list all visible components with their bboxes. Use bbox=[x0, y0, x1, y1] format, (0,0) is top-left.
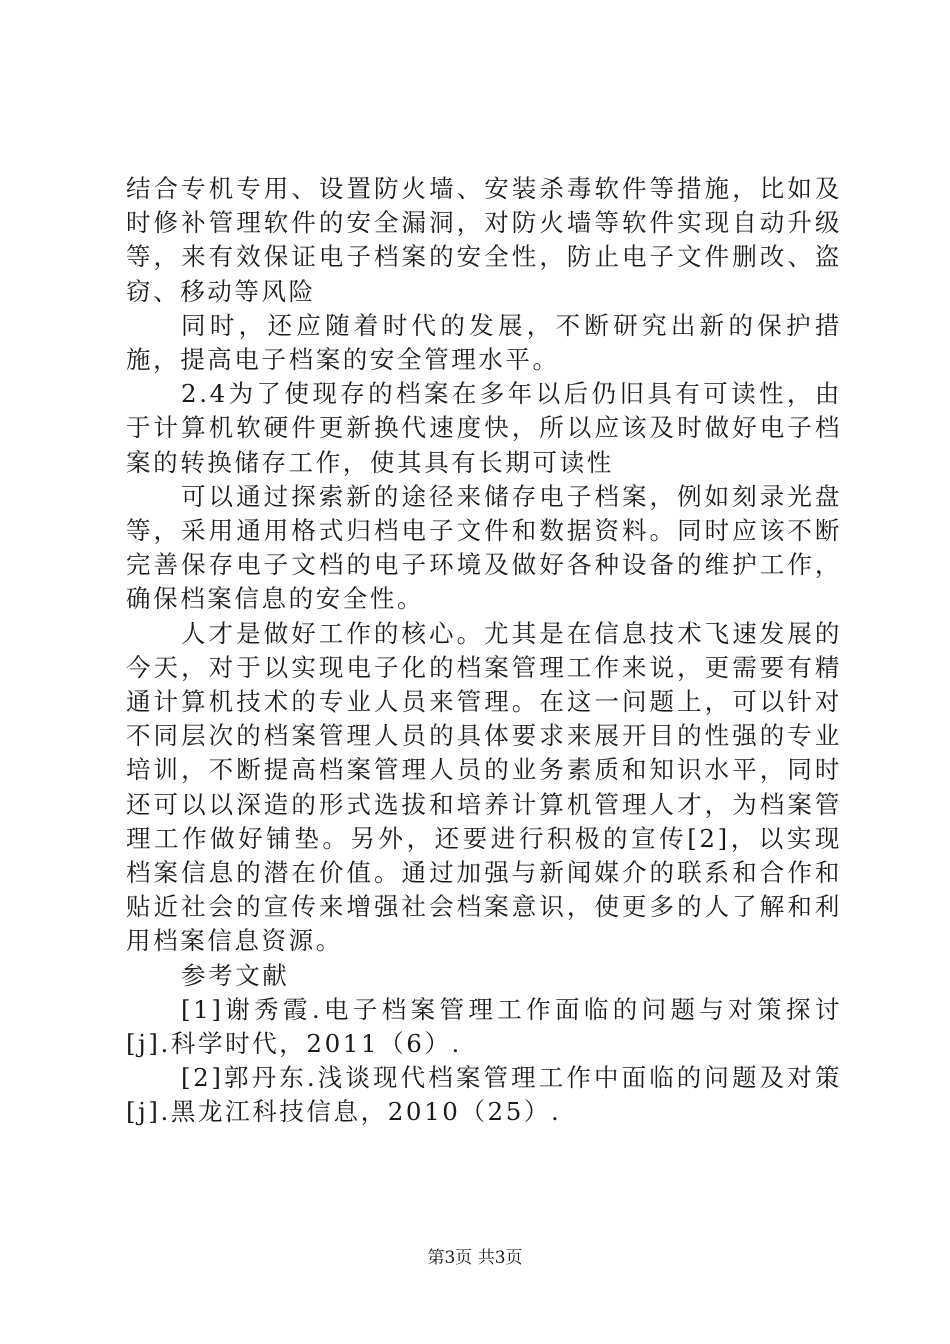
page-number-footer: 第3页 共3页 bbox=[427, 1248, 523, 1268]
document-body bbox=[126, 172, 842, 1130]
paragraph: 人才是做好工作的核心。尤其是在信息技术飞速发展的今天，对于以实现电子化的档案管理工作来说，更需要有精通计算机技术的专业人员来管理。在这一问题上，可以针对不同层次的档案管理人员的具体要求来展开目的性强的专业培训，不断提高档案管理人员的业务素质和知识水平，同时还可以以深造的形式选拔和培养计算机管理人才，为档案管理工作做好铺垫。另外，还要进行积极的宣传[2]，以实现档案信息的潜在价值。通过加强与新闻媒介的联系和合作和贴近社会的宣传来增强社会档案意识，使更多的人了解和利用档案信息资源。 bbox=[126, 618, 842, 956]
paragraph: 可以通过探索新的途径来储存电子档案，例如刻录光盘等，采用通用格式归档电子文件和数据资料。同时应该不断完善保存电子文档的电子环境及做好各种设备的维护工作，确保档案信息的安全性。 bbox=[126, 481, 842, 614]
reference-item: [1]谢秀霞.电子档案管理工作面临的问题与对策探讨[j].科学时代，2011（6）. bbox=[126, 994, 842, 1059]
reference-item: [2]郭丹东.浅谈现代档案管理工作中面临的问题及对策[j].黑龙江科技信息，2010（25）. bbox=[126, 1063, 842, 1127]
paragraph: 同时，还应随着时代的发展，不断研究出新的保护措施，提高电子档案的安全管理水平。 bbox=[126, 310, 842, 375]
paragraph-continuation: 结合专机专用、设置防火墙、安装杀毒软件等措施，比如及时修补管理软件的安全漏洞，对防火墙等软件实现自动升级等，来有效保证电子档案的安全性，防止电子文件删改、盗窃、移动等风险 bbox=[126, 174, 842, 306]
section-paragraph-2-4: 2.4为了使现存的档案在多年以后仍旧具有可读性，由于计算机软硬件更新换代速度快，所以应该及时做好电子档案的转换储存工作，使其具有长期可读性 bbox=[126, 379, 842, 477]
references-heading: 参考文献 bbox=[181, 960, 290, 990]
